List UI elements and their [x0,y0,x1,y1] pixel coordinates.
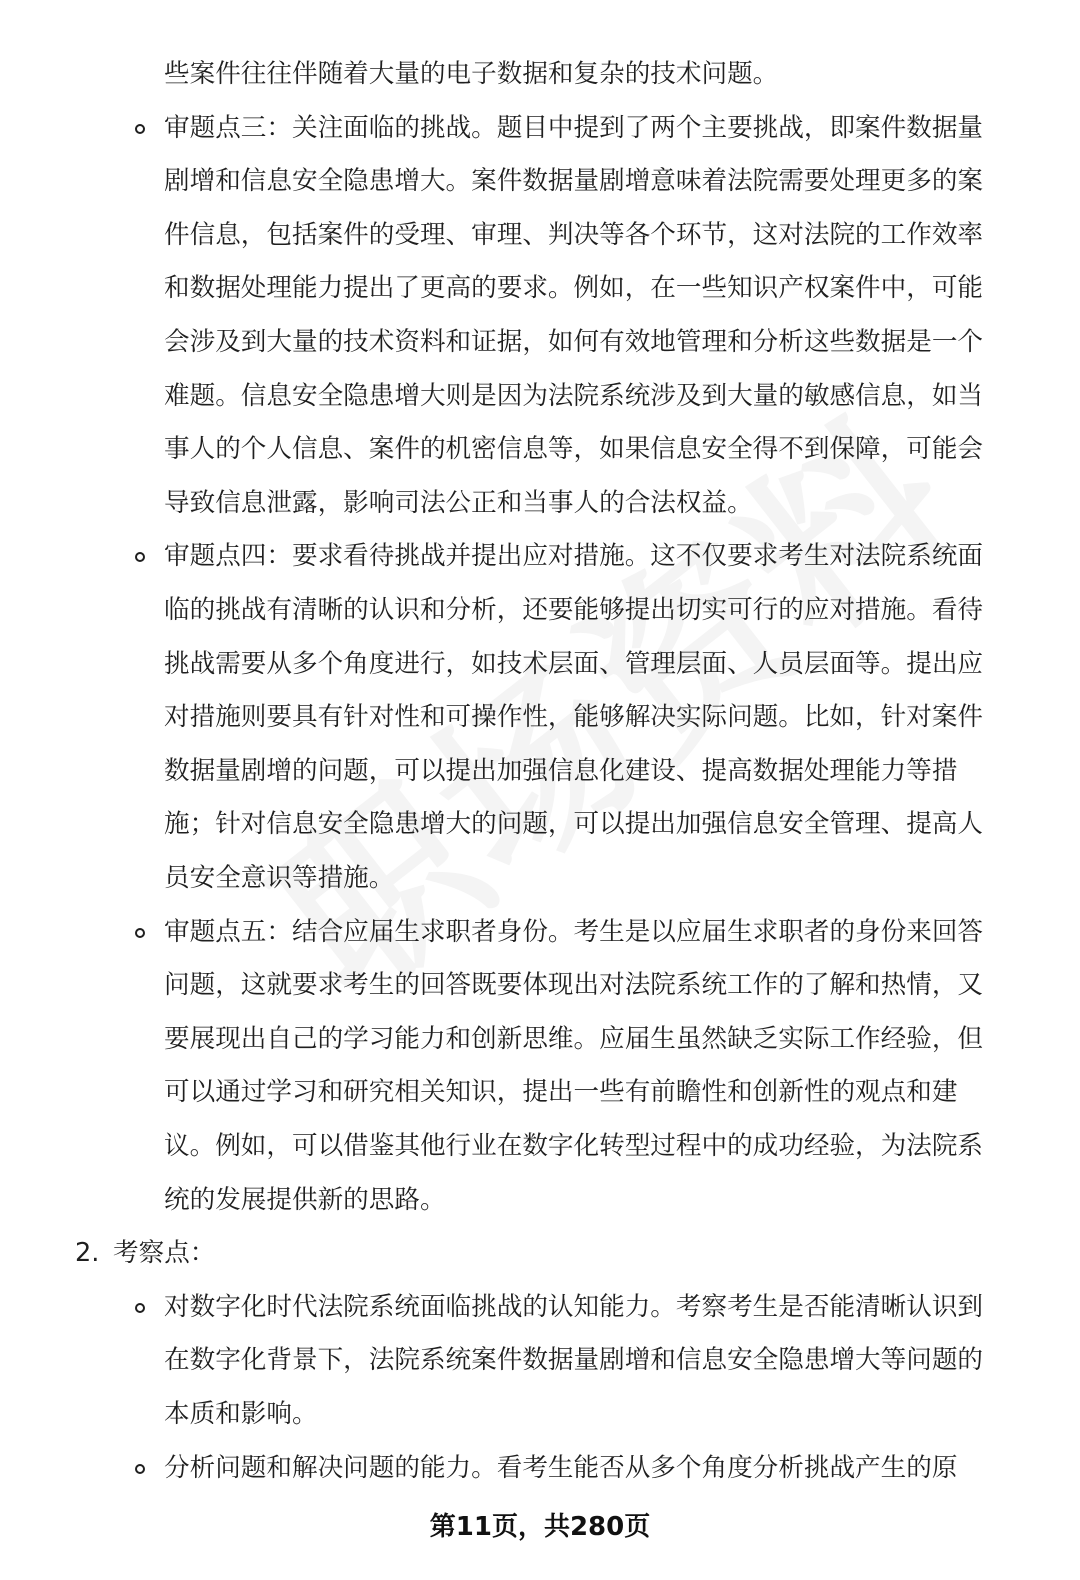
bullet-icon [135,1303,145,1313]
list-item-line: 本质和影响。 [164,1399,318,1429]
list-item-line: 数据量剧增的问题，可以提出加强信息化建设、提高数据处理能力等措 [164,755,958,786]
list-item-line: 审题点五：结合应届生求职者身份。考生是以应届生求职者的身份来回答 [164,916,984,947]
bullet-icon [135,1464,145,1474]
bullet-icon [135,552,145,562]
list-item-line: 剧增和信息安全隐患增大。案件数据量剧增意味着法院需要处理更多的案 [164,166,984,197]
list-item-line: 可以通过学习和研究相关知识，提出一些有前瞻性和创新性的观点和建 [164,1077,958,1108]
list-item-line: 件信息，包括案件的受理、审理、判决等各个环节，这对法院的工作效率 [164,219,984,250]
list-item-line: 议。例如，可以借鉴其他行业在数字化转型过程中的成功经验，为法院系 [164,1131,984,1161]
list-item-line: 问题，这就要求考生的回答既要体现出对法院系统工作的了解和热情，又 [164,970,984,1001]
paragraph-line: 些案件往往伴随着大量的电子数据和复杂的技术问题。 [164,59,779,89]
list-item-line: 分析问题和解决问题的能力。看考生能否从多个角度分析挑战产生的原 [164,1452,958,1483]
list-item-line: 对数字化时代法院系统面临挑战的认知能力。考察考生是否能清晰认识到 [164,1291,984,1322]
list-item-line: 施；针对信息安全隐患增大的问题，可以提出加强信息安全管理、提高人 [164,809,984,840]
list-item-line: 和数据处理能力提出了更高的要求。例如，在一些知识产权案件中，可能 [164,273,984,304]
list-item-line: 临的挑战有清晰的认识和分析，还要能够提出切实可行的应对措施。看待 [164,595,984,625]
list-item-line: 要展现出自己的学习能力和创新思维。应届生虽然缺乏实际工作经验，但 [164,1023,984,1054]
list-item-line: 对措施则要具有针对性和可操作性，能够解决实际问题。比如，针对案件 [164,702,984,733]
list-item-line: 会涉及到大量的技术资料和证据，如何有效地管理和分析这些数据是一个 [164,327,984,357]
page-footer: 第11页，共280页 [429,1512,651,1542]
bullet-icon [135,928,145,938]
list-item-line: 导致信息泄露，影响司法公正和当事人的合法权益。 [164,487,753,518]
list-item-line: 在数字化背景下，法院系统案件数据量剧增和信息安全隐患增大等问题的 [164,1345,984,1376]
list-item-line: 审题点三：关注面临的挑战。题目中提到了两个主要挑战，即案件数据量 [164,112,984,143]
list-heading: 考察点： [113,1238,216,1269]
bullet-icon [135,124,145,134]
list-item-line: 员安全意识等措施。 [164,863,395,893]
list-item-line: 事人的个人信息、案件的机密信息等，如果信息安全得不到保障，可能会 [164,434,984,465]
list-item-line: 统的发展提供新的思路。 [164,1184,446,1215]
list-item-line: 挑战需要从多个角度进行，如技术层面、管理层面、人员层面等。提出应 [164,648,984,679]
list-item-line: 难题。信息安全隐患增大则是因为法院系统涉及到大量的敏感信息，如当 [164,380,984,411]
list-item-line: 审题点四：要求看待挑战并提出应对措施。这不仅要求考生对法院系统面 [164,541,984,572]
list-number: 2. [75,1238,100,1269]
